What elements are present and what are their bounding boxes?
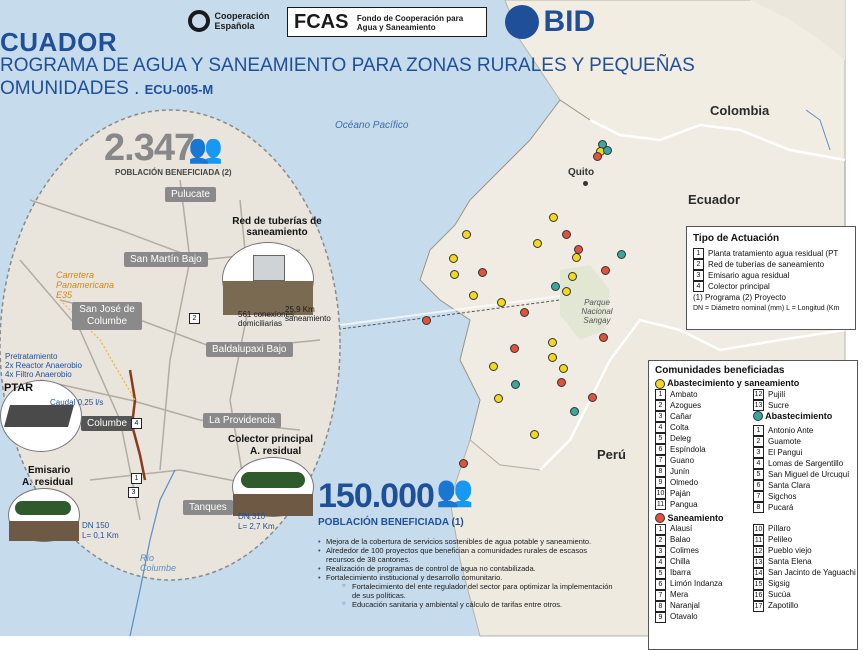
legend-community-label: San Miguel de Urcuquí: [768, 469, 850, 479]
outfall-illustration: [8, 488, 80, 542]
network-connections: 561 conexiones domiciliarias: [238, 310, 295, 328]
outfall-title: Emisario: [28, 465, 71, 476]
legend-community-item: [655, 545, 745, 556]
legend-community-label: Limón Indanza: [670, 579, 723, 589]
title-line2: [0, 78, 213, 100]
quito-marker: [583, 181, 588, 186]
legend-community-label: Pucará: [768, 502, 794, 512]
legend-community-item: [655, 600, 745, 611]
legend-community-num: 8: [753, 502, 764, 513]
label-peru: Perú: [597, 447, 626, 462]
legend-community-label: Sigchos: [768, 491, 797, 501]
legend-community-item: [655, 400, 745, 411]
bullet-item: • Mejora de la cobertura de servicios sostenibles de agua potable y saneamiento.: [316, 537, 616, 546]
community-dot: [617, 250, 626, 259]
ptar-flow: Caudal 0,25 l/s: [50, 398, 104, 407]
legend-community-label: Paján: [670, 488, 691, 498]
legend-community-label: San Jacinto de Yaguachi: [768, 568, 856, 578]
legend-community-label: Píllaro: [768, 524, 791, 534]
label-quito: Quito: [568, 167, 595, 178]
community-dot: [449, 254, 458, 263]
legend-community-label: Otavalo: [670, 612, 698, 622]
place-baldalupaxi-bajo: Baldalupaxi Bajo: [206, 342, 293, 357]
place-columbe: Columbe: [81, 416, 133, 431]
network-title: Red de tuberías de saneamiento: [232, 216, 322, 238]
legend-community-num: 3: [655, 546, 666, 557]
legend-community-item: [655, 411, 745, 422]
title-line1: ROGRAMA DE AGUA Y SANEAMIENTO PARA ZONAS RURALES Y PEQUEÑAS: [0, 55, 695, 76]
legend-community-label: Pujilí: [768, 389, 786, 399]
legend-dot-sanitation-icon: [655, 513, 665, 523]
community-dot: [562, 287, 571, 296]
place-tanques: Tanques: [183, 500, 233, 515]
legend-community-item: [753, 589, 863, 600]
legend-community-label: Zapotillo: [768, 601, 799, 611]
bid-logo: [505, 5, 595, 39]
legend-actuation-item: [693, 281, 849, 292]
reactors: 2x Reactor Anaerobio: [5, 361, 82, 370]
legend-community-label: Lomas de Sargentillo: [768, 458, 844, 468]
pretreatment: Pretratamiento: [5, 352, 58, 361]
legend-community-label: Balao: [670, 535, 691, 545]
legend-community-label: Guamote: [768, 436, 801, 446]
community-dot: [557, 378, 566, 387]
community-dot: [510, 344, 519, 353]
legend-community-num: 11: [656, 501, 665, 509]
legend-community-item: [655, 567, 745, 578]
legend-community-label: Sucúa: [768, 590, 791, 600]
legend-communities: [648, 360, 858, 650]
community-dot: [422, 316, 431, 325]
legend-community-item: [753, 400, 858, 411]
legend-community-num: 4: [753, 458, 764, 469]
legend-num: 4: [693, 281, 704, 292]
legend-community-item: [753, 469, 863, 480]
legend-community-item: [753, 436, 863, 447]
legend-community-label: Olmedo: [670, 477, 699, 487]
cooperacion-espanola-logo: [188, 10, 272, 32]
legend-community-num: 6: [655, 579, 666, 590]
legend-community-item: [753, 578, 863, 589]
community-dot: [459, 459, 468, 468]
legend-community-item: [655, 523, 745, 534]
legend-community-label: Guano: [670, 455, 695, 465]
bid-emblem-icon: [505, 5, 539, 39]
legend-community-label: Mera: [670, 590, 689, 600]
legend-community-num: 16: [754, 591, 763, 599]
legend-community-item: [753, 567, 863, 578]
program-people-icon: 👥: [436, 475, 474, 508]
legend-community-num: 5: [655, 568, 666, 579]
legend-community-item: [753, 389, 858, 400]
community-dot: [562, 230, 571, 239]
legend-sanitation-col1: [655, 523, 745, 622]
legend-community-num: 2: [655, 400, 666, 411]
cooperacion-emblem-icon: [188, 10, 210, 32]
community-dot: [593, 152, 602, 161]
collector-spec1: DN 310: [238, 512, 266, 521]
legend-community-item: [753, 491, 863, 502]
network-length: 25,9 Km saneamiento: [285, 305, 331, 323]
community-dot: [599, 333, 608, 342]
legend-actuation-item: [693, 248, 849, 259]
legend-community-num: 8: [655, 601, 666, 612]
community-dot: [530, 430, 539, 439]
legend-water-col: [753, 425, 863, 513]
legend-community-num: 2: [655, 535, 666, 546]
marker-4: 4: [131, 418, 142, 429]
legend-community-label: Espíndola: [670, 444, 706, 454]
legend-community-num: 7: [753, 491, 764, 502]
outfall-trees-icon: [15, 501, 71, 515]
community-dot: [570, 407, 579, 416]
legend-community-num: 5: [753, 469, 764, 480]
legend-both-col2: [753, 389, 858, 411]
legend-community-item: [753, 545, 863, 556]
legend-community-label: Ibarra: [670, 568, 691, 578]
legend-community-item: [655, 611, 745, 622]
legend-community-item: [753, 425, 863, 436]
legend-community-item: [753, 447, 863, 458]
legend-both-col1: [655, 389, 745, 510]
place-san-jose-de-columbe: San José de Columbe: [72, 302, 142, 330]
legend-community-label: El Pangui: [768, 447, 803, 457]
legend-community-item: [753, 502, 863, 513]
people-icon: 👥: [188, 133, 223, 164]
legend-group-sanitation: [655, 513, 851, 524]
pretreatment-notes: [5, 352, 82, 379]
legend-community-num: 4: [655, 422, 666, 433]
outfall-spec1: DN 150: [82, 521, 110, 530]
community-dot: [533, 239, 542, 248]
legend-community-label: Pelileo: [768, 535, 793, 545]
project-code: ECU-005-M: [144, 82, 214, 97]
community-dot: [549, 213, 558, 222]
legend-community-label: Colimes: [670, 546, 699, 556]
legend-community-item: [753, 523, 863, 534]
legend-community-label: Colta: [670, 422, 689, 432]
bid-text: BID: [543, 5, 596, 38]
legend-actuation-item: [693, 270, 849, 281]
bullet-subitem: ○ Fortalecimiento del ente regulador del sector para optimizar la implementación de sus políticas.: [316, 582, 616, 600]
network-house-icon: [253, 255, 285, 281]
legend-community-num: 15: [754, 580, 763, 588]
legend-community-item: [655, 477, 745, 488]
outfall-subtitle: A. residual: [22, 477, 74, 488]
legend-community-item: [655, 433, 745, 444]
place-san-martin-bajo: San Martín Bajo: [124, 252, 208, 267]
legend-community-num: 1: [753, 425, 764, 436]
legend-community-item: [655, 466, 745, 477]
label-colombia: Colombia: [710, 103, 770, 118]
community-dot: [548, 353, 557, 362]
ptar-tanks-icon: [4, 405, 74, 427]
legend-community-item: [655, 578, 745, 589]
legend-group-sanitation-title: Saneamiento: [667, 512, 724, 523]
marker-2: 2: [189, 313, 200, 324]
label-park: Parque Nacional Sangay: [581, 298, 613, 325]
legend-community-num: 6: [753, 480, 764, 491]
bullet-item: • Realización de programas de control de agua no contabilizada.: [316, 564, 616, 573]
community-dot: [551, 282, 560, 291]
community-dot: [572, 253, 581, 262]
project-beneficiaries-label: POBLACIÓN BENEFICIADA (2): [115, 168, 232, 177]
community-dot: [511, 380, 520, 389]
legend-community-label: Santa Elena: [768, 557, 812, 567]
bullet-item: • Fortalecimiento institucional y desarrollo comunitario.: [316, 573, 616, 582]
community-dot: [603, 146, 612, 155]
program-beneficiaries-label: POBLACIÓN BENEFICIADA (1): [318, 517, 464, 528]
cooperacion-logo-text: Cooperación Española: [214, 11, 270, 31]
community-dot: [588, 393, 597, 402]
legend-community-num: 8: [655, 466, 666, 477]
legend-dot-water-icon: [753, 411, 763, 421]
fcas-full-name: Fondo de Cooperación para Agua y Saneamiento: [356, 13, 464, 32]
legend-community-num: 7: [655, 590, 666, 601]
legend-community-label: Chilla: [670, 557, 691, 567]
legend-community-num: 10: [656, 490, 665, 498]
legend-sanitation-col2: [753, 523, 863, 611]
community-dot: [478, 268, 487, 277]
legend-note-types: (1) Programa (2) Proyecto: [693, 293, 786, 302]
fcas-logo: [287, 7, 487, 37]
legend-community-label: Cañar: [670, 411, 692, 421]
legend-community-item: [655, 455, 745, 466]
legend-num: 1: [693, 248, 704, 259]
legend-community-label: Azogues: [670, 400, 702, 410]
legend-both-columns: [655, 389, 851, 512]
collector-subtitle: A. residual: [250, 446, 302, 457]
legend-actuation: [686, 226, 856, 330]
label-ecuador: Ecuador: [688, 192, 741, 207]
legend-actuation-title: Tipo de Actuación: [693, 233, 780, 244]
legend-num: 2: [693, 259, 704, 270]
bullet-subitem: ○ Educación sanitaria y ambiental y cálculo de tarifas entre otros.: [316, 600, 616, 609]
collector-title: Colector principal: [228, 434, 314, 445]
marker-1: 1: [131, 473, 142, 484]
legend-community-num: 14: [754, 569, 763, 577]
legend-community-label: Junín: [670, 466, 690, 476]
legend-community-num: 10: [754, 525, 763, 533]
legend-note-units: DN = Diámetro nominal (mm) L = Longitud (Km: [693, 305, 840, 312]
legend-community-label: Naranjal: [670, 601, 700, 611]
community-dot: [469, 291, 478, 300]
legend-label: Colector principal: [708, 282, 770, 291]
legend-community-item: [753, 480, 863, 491]
bullet-item: • Alrededor de 100 proyectos que benefician a comunidades rurales de escasos recursos de 38 cantones.: [316, 546, 616, 564]
legend-group-both-title: Abastecimiento y saneamiento: [667, 378, 800, 388]
legend-label: Emisario agua residual: [708, 271, 790, 280]
legend-community-num: 12: [754, 391, 763, 399]
legend-community-item: [655, 589, 745, 600]
legend-community-num: 13: [754, 558, 763, 566]
legend-community-num: 1: [655, 389, 666, 400]
legend-community-num: 1: [655, 524, 666, 535]
legend-community-label: Santa Clara: [768, 480, 811, 490]
filters: 4x Filtro Anaerobio: [5, 370, 72, 379]
marker-3: 3: [128, 487, 139, 498]
program-bullets: [316, 537, 616, 609]
community-dot: [601, 266, 610, 275]
legend-actuation-item: [693, 259, 849, 270]
legend-community-num: 17: [754, 602, 763, 610]
legend-community-num: 2: [753, 436, 764, 447]
legend-community-item: [753, 458, 863, 469]
legend-communities-title: Comunidades beneficiadas: [655, 365, 785, 376]
legend-community-num: 3: [655, 411, 666, 422]
place-la-providencia: La Providencia: [203, 413, 281, 428]
community-dot: [559, 364, 568, 373]
legend-community-num: 7: [655, 455, 666, 466]
legend-community-item: [655, 534, 745, 545]
title-line2-text: OMUNIDADES .: [0, 78, 140, 99]
collector-trees-icon: [241, 472, 305, 488]
label-ocean: Océano Pacífico: [335, 120, 409, 131]
legend-community-item: [753, 534, 863, 545]
ptar-title: PTAR: [4, 382, 34, 394]
community-dot: [450, 270, 459, 279]
legend-community-label: Sigsig: [768, 579, 790, 589]
legend-dot-both-icon: [655, 379, 665, 389]
legend-community-num: 11: [754, 536, 763, 544]
legend-sanitation-columns: [655, 523, 856, 623]
legend-community-item: [655, 422, 745, 433]
legend-community-label: Alausí: [670, 524, 693, 534]
legend-community-num: 12: [754, 547, 763, 555]
legend-community-num: 13: [754, 402, 763, 410]
outfall-spec2: L= 0,1 Km: [82, 531, 119, 540]
legend-num: 3: [693, 270, 704, 281]
community-dot: [489, 362, 498, 371]
legend-community-item: [655, 488, 745, 499]
river-label: Río Columbe: [140, 553, 177, 573]
legend-community-label: Deleg: [670, 433, 691, 443]
project-beneficiaries-number: 2.347: [104, 127, 195, 169]
community-dot: [462, 230, 471, 239]
fcas-abbr: FCAS: [294, 11, 349, 33]
legend-community-item: [753, 556, 863, 567]
legend-community-label: Pueblo viejo: [768, 546, 812, 556]
legend-community-num: 3: [753, 447, 764, 458]
place-pulucate: Pulucate: [165, 187, 216, 202]
legend-community-num: 5: [655, 433, 666, 444]
legend-community-item: [655, 389, 745, 400]
legend-community-num: 4: [655, 557, 666, 568]
collector-illustration: [232, 457, 314, 517]
legend-group-water-title: Abastecimiento: [765, 410, 833, 421]
legend-label: Planta tratamiento agua residual (PT: [708, 249, 839, 258]
legend-community-item: [655, 556, 745, 567]
outfall-ground: [9, 521, 79, 541]
legend-community-item: [655, 444, 745, 455]
community-dot: [568, 272, 577, 281]
community-dot: [520, 308, 529, 317]
legend-community-label: Pangua: [670, 499, 698, 509]
title-country: CUADOR: [0, 27, 118, 57]
legend-community-num: 6: [655, 444, 666, 455]
legend-community-label: Sucre: [768, 400, 789, 410]
legend-group-water: [753, 411, 832, 422]
community-dot: [494, 394, 503, 403]
legend-group-both: [655, 378, 851, 389]
legend-community-num: 9: [655, 477, 666, 488]
legend-community-num: 9: [655, 612, 666, 623]
program-beneficiaries-number: 150.000: [318, 477, 434, 515]
community-dot: [548, 338, 557, 347]
community-dot: [497, 298, 506, 307]
legend-community-item: [753, 600, 863, 611]
legend-community-label: Ambato: [670, 389, 698, 399]
collector-spec2: L= 2,7 Km: [238, 522, 275, 531]
road-label: Carretera Panamericana E35: [56, 270, 115, 300]
legend-community-label: Antonio Ante: [768, 425, 814, 435]
legend-label: Red de tuberías de saneamiento: [708, 260, 825, 269]
legend-community-item: [655, 499, 745, 510]
